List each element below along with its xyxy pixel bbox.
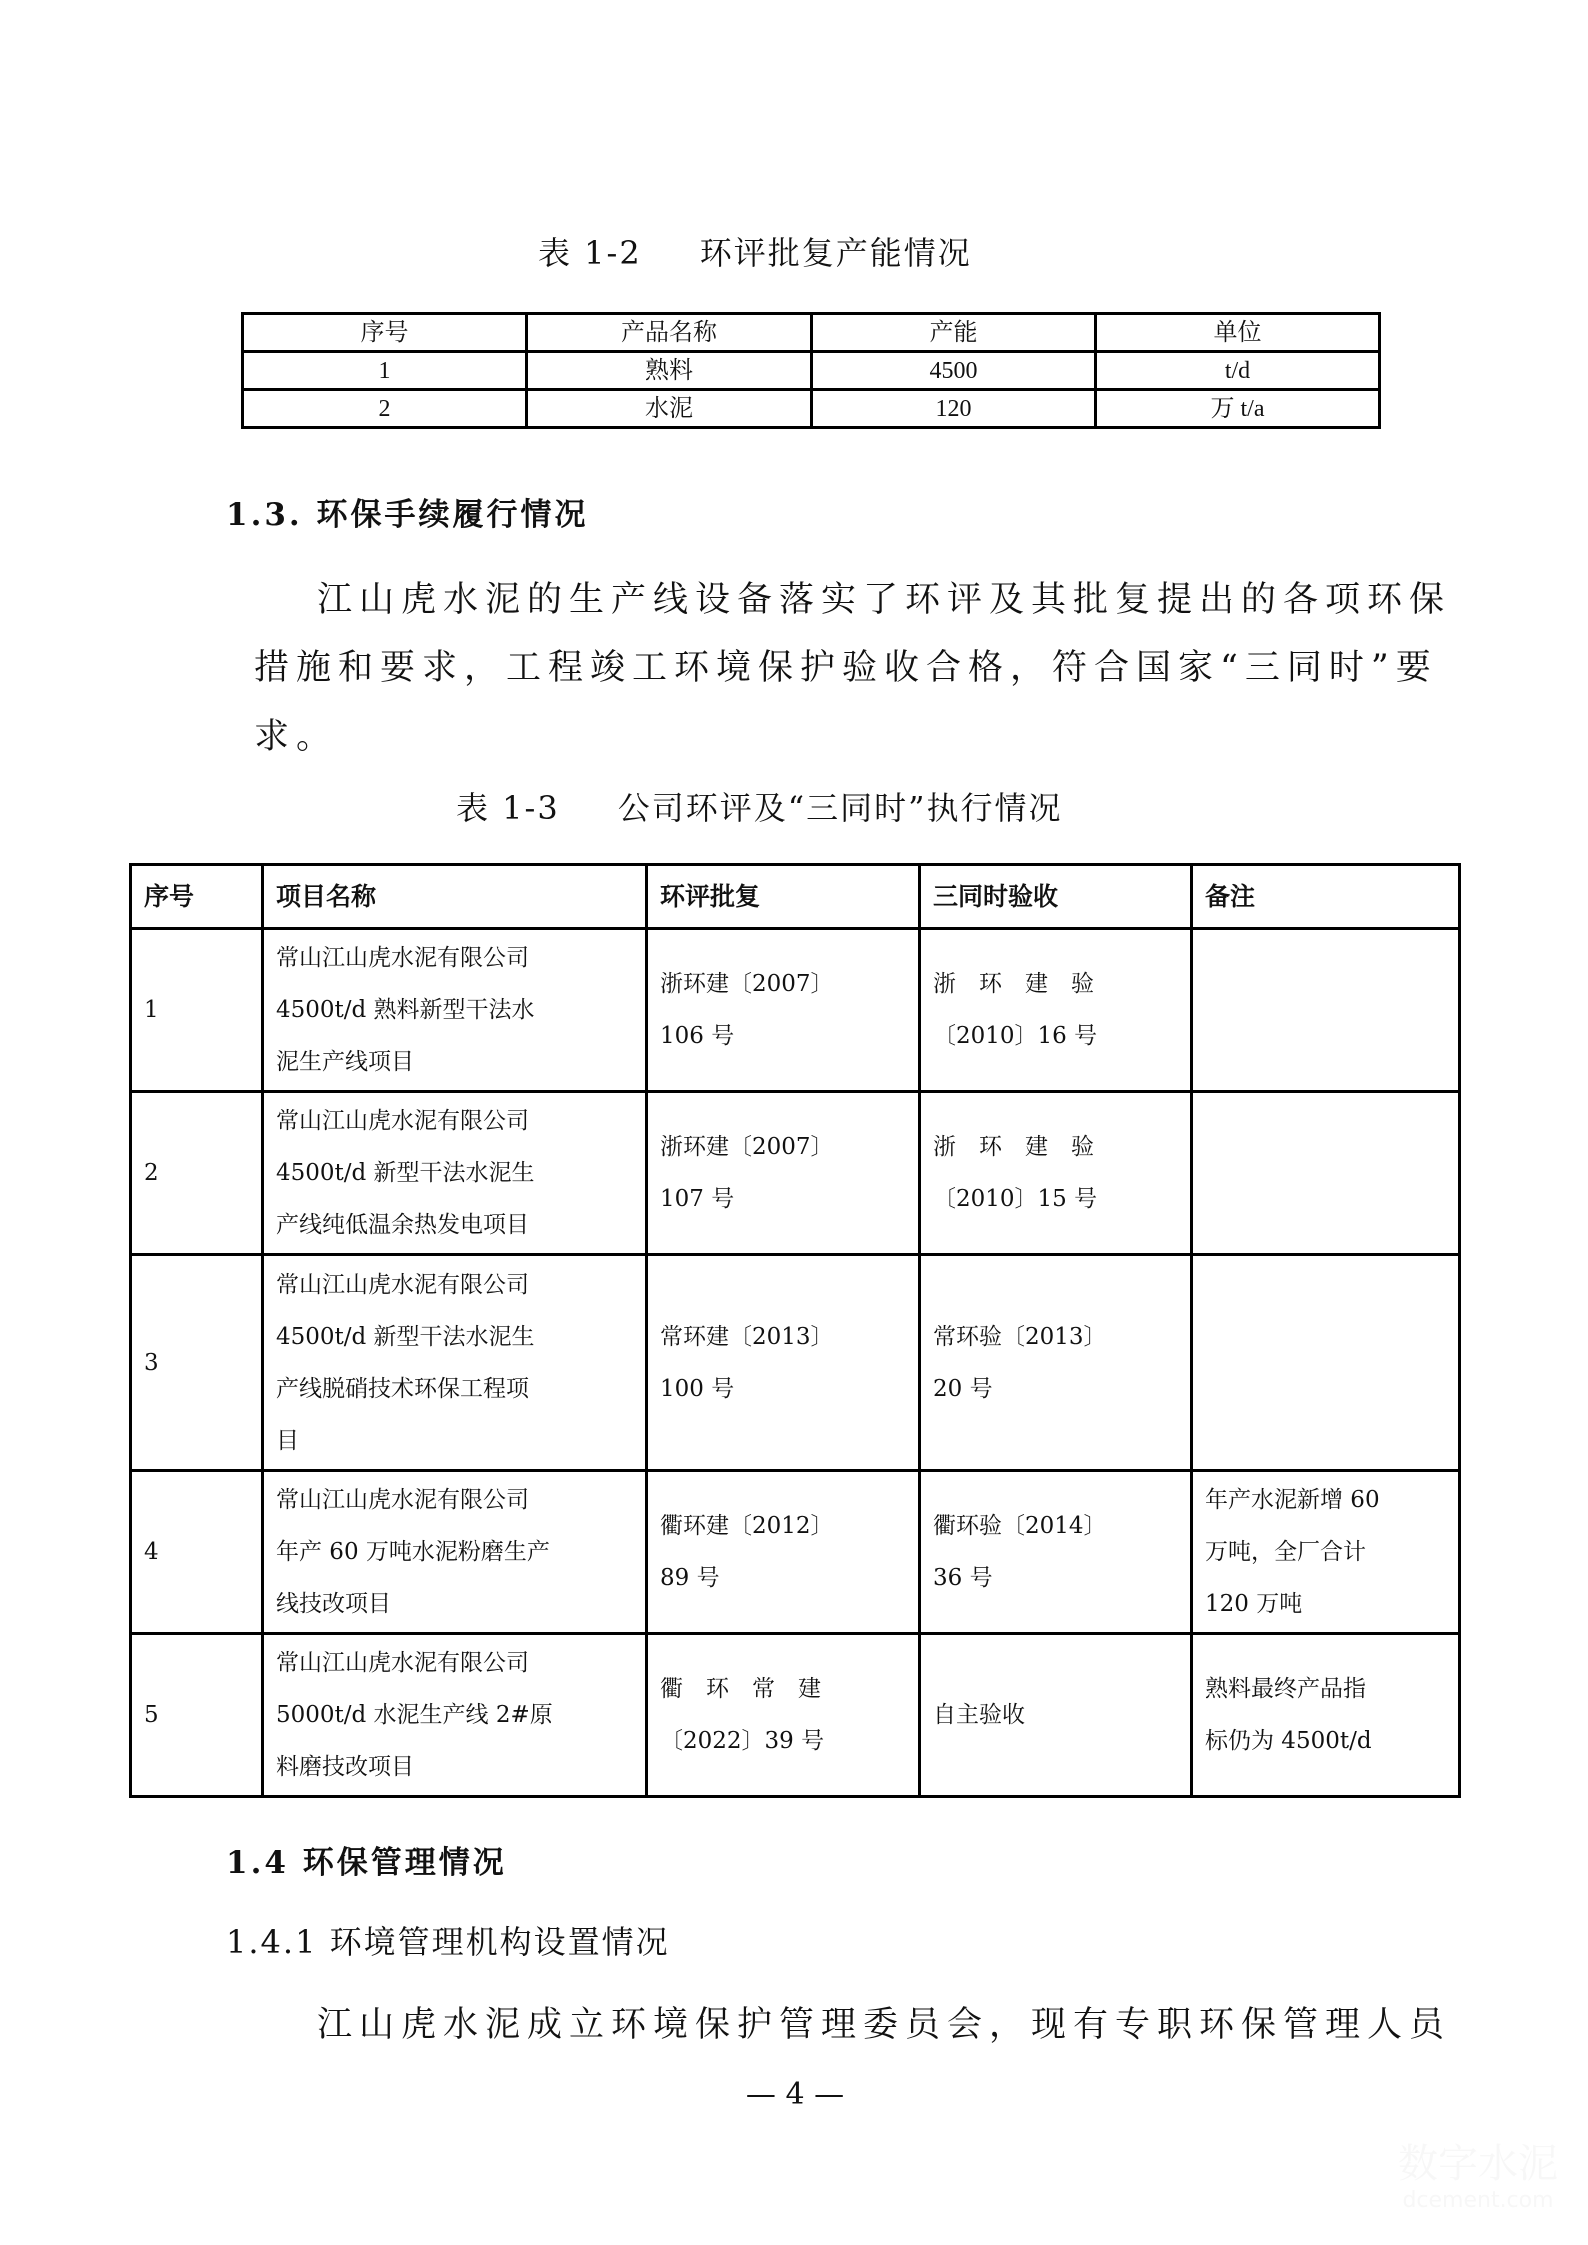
- table-row: [131, 1092, 1460, 1255]
- header-cell: 单位: [1096, 314, 1380, 352]
- cell-capacity: 4500: [812, 352, 1096, 390]
- cell-project-name: [263, 929, 647, 1092]
- paragraph-line: 措施和要求，工程竣工环境保护验收合格，符合国家“三同时”要: [254, 648, 1438, 688]
- cell-text-line: 89 号: [660, 1565, 720, 1591]
- header-cell: 序号: [243, 314, 527, 352]
- cell-text-line: 浙 环 建 验: [933, 971, 1094, 997]
- watermark-title: 数字水泥: [1398, 2141, 1558, 2187]
- page-number: — 4 —: [745, 2077, 845, 2112]
- cell-acceptance: [920, 1471, 1192, 1634]
- cell-product: 熟料: [527, 352, 812, 390]
- header-cell: 序号: [131, 865, 263, 929]
- table-row: [243, 390, 1380, 428]
- table-row: [131, 1255, 1460, 1471]
- cell-text-line: 4500t/d 新型干法水泥生: [276, 1160, 535, 1186]
- cell-project-name: [263, 1255, 647, 1471]
- table-1-3-caption-title: 公司环评及“三同时”执行情况: [617, 789, 1063, 827]
- header-cell: 产能: [812, 314, 1096, 352]
- cell-text-line: 常山江山虎水泥有限公司: [276, 1650, 529, 1676]
- table-header-row: [131, 865, 1460, 929]
- cell-remark: [1192, 1255, 1460, 1471]
- watermark: [1390, 2140, 1566, 2214]
- paragraph-line: 江山虎水泥的生产线设备落实了环评及其批复提出的各项环保: [317, 580, 1452, 620]
- header-cell: 环评批复: [647, 865, 920, 929]
- header-cell: 备注: [1192, 865, 1460, 929]
- cell-no: 2: [243, 390, 527, 428]
- table-1-2-caption-title: 环评批复产能情况: [699, 234, 972, 272]
- cell-text-line: 目: [276, 1427, 299, 1454]
- cell-no: 2: [131, 1092, 263, 1255]
- cell-no: 4: [131, 1471, 263, 1634]
- cell-acceptance: [920, 1634, 1192, 1797]
- cell-text-line: 常环验〔2013〕: [933, 1323, 1107, 1350]
- header-cell: 产品名称: [527, 314, 812, 352]
- cell-text-line: 常山江山虎水泥有限公司: [276, 1271, 529, 1298]
- cell-capacity: 120: [812, 390, 1096, 428]
- table-row: [131, 929, 1460, 1092]
- cell-text-line: 年产 60 万吨水泥粉磨生产: [276, 1539, 550, 1565]
- cell-text-line: 浙环建〔2007〕: [660, 1134, 834, 1160]
- section-1-3-heading: 1.3. 环保手续履行情况: [226, 497, 589, 533]
- cell-text-line: 常山江山虎水泥有限公司: [276, 945, 529, 971]
- cell-text-line: 衢环验〔2014〕: [933, 1513, 1107, 1539]
- header-cell: 项目名称: [263, 865, 647, 929]
- cell-text-line: 107 号: [660, 1186, 735, 1212]
- cell-text-line: 100 号: [660, 1375, 735, 1402]
- cell-text-line: 〔2010〕16 号: [933, 1023, 1098, 1049]
- cell-remark: [1192, 1471, 1460, 1634]
- table-header-row: [243, 314, 1380, 352]
- cell-remark: [1192, 1634, 1460, 1797]
- cell-text-line: 熟料最终产品指: [1205, 1676, 1366, 1702]
- cell-unit: t/d: [1096, 352, 1380, 390]
- cell-acceptance: [920, 1092, 1192, 1255]
- cell-text-line: 4500t/d 新型干法水泥生: [276, 1323, 535, 1350]
- table-1-3-caption: [456, 788, 1062, 828]
- cell-text-line: 常山江山虎水泥有限公司: [276, 1487, 529, 1513]
- paragraph-line: 求。: [254, 717, 339, 757]
- cell-text-line: 衢环建〔2012〕: [660, 1513, 834, 1539]
- watermark-domain: dcement.com: [1402, 2188, 1554, 2213]
- cell-text-line: 〔2010〕15 号: [933, 1186, 1098, 1212]
- cell-text-line: 浙 环 建 验: [933, 1134, 1094, 1160]
- cell-text-line: 5000t/d 水泥生产线 2#原: [276, 1702, 553, 1728]
- cell-text-line: 浙环建〔2007〕: [660, 971, 834, 997]
- cell-eia-approval: [647, 929, 920, 1092]
- cell-no: 5: [131, 1634, 263, 1797]
- cell-eia-approval: [647, 1092, 920, 1255]
- cell-text-line: 料磨技改项目: [276, 1754, 414, 1780]
- cell-text-line: 产线纯低温余热发电项目: [276, 1212, 529, 1238]
- cell-acceptance: [920, 929, 1192, 1092]
- cell-text-line: 36 号: [933, 1565, 993, 1591]
- cell-project-name: [263, 1634, 647, 1797]
- eia-compliance-table: [129, 863, 1461, 1798]
- cell-text-line: 常山江山虎水泥有限公司: [276, 1108, 529, 1134]
- cell-eia-approval: [647, 1255, 920, 1471]
- cell-text-line: 年产水泥新增 60: [1205, 1487, 1380, 1513]
- cell-project-name: [263, 1471, 647, 1634]
- cell-text-line: 标仍为 4500t/d: [1205, 1728, 1372, 1754]
- table-1-2-caption: [538, 233, 972, 273]
- cell-text-line: 万吨，全厂合计: [1205, 1539, 1366, 1565]
- cell-no: 1: [131, 929, 263, 1092]
- cell-unit: 万 t/a: [1096, 390, 1380, 428]
- table-1-2-caption-number: 表 1-2: [538, 234, 642, 272]
- cell-text-line: 线技改项目: [276, 1591, 391, 1617]
- cell-text-line: 产线脱硝技术环保工程项: [276, 1375, 529, 1402]
- cell-remark: [1192, 929, 1460, 1092]
- cell-text-line: 120 万吨: [1205, 1591, 1303, 1617]
- cell-no: 1: [243, 352, 527, 390]
- cell-text-line: 自主验收: [933, 1702, 1025, 1728]
- paragraph-line: 江山虎水泥成立环境保护管理委员会，现有专职环保管理人员: [317, 2005, 1452, 2045]
- cell-no: 3: [131, 1255, 263, 1471]
- cell-eia-approval: [647, 1634, 920, 1797]
- cell-product: 水泥: [527, 390, 812, 428]
- table-row: [243, 352, 1380, 390]
- cell-remark: [1192, 1092, 1460, 1255]
- cell-text-line: 〔2022〕39 号: [660, 1728, 825, 1754]
- cell-eia-approval: [647, 1471, 920, 1634]
- section-1-4-heading: 1.4 环保管理情况: [226, 1845, 507, 1881]
- table-row: [131, 1634, 1460, 1797]
- cell-text-line: 常环建〔2013〕: [660, 1323, 834, 1350]
- cell-project-name: [263, 1092, 647, 1255]
- capacity-table: [241, 312, 1381, 429]
- table-1-3-caption-number: 表 1-3: [456, 789, 560, 827]
- cell-text-line: 20 号: [933, 1375, 993, 1402]
- section-1-4-1-heading: 1.4.1 环境管理机构设置情况: [226, 1923, 670, 1961]
- cell-text-line: 106 号: [660, 1023, 735, 1049]
- cell-text-line: 4500t/d 熟料新型干法水: [276, 997, 535, 1023]
- cell-text-line: 泥生产线项目: [276, 1049, 414, 1075]
- cell-text-line: 衢 环 常 建: [660, 1676, 821, 1702]
- header-cell: 三同时验收: [920, 865, 1192, 929]
- table-row: [131, 1471, 1460, 1634]
- cell-acceptance: [920, 1255, 1192, 1471]
